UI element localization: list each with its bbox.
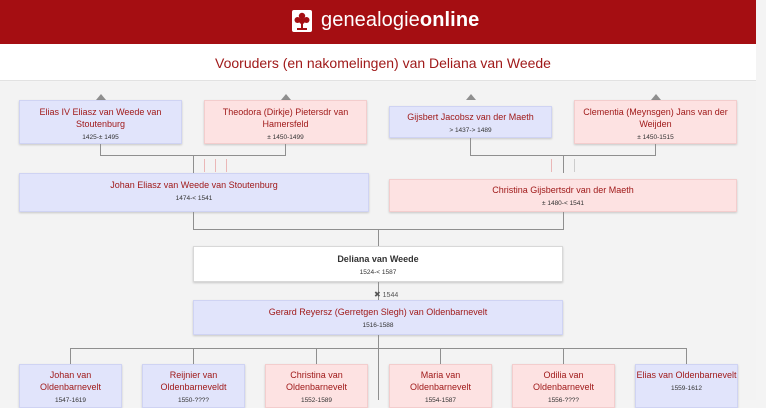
family-tree-logo-icon xyxy=(292,10,312,32)
site-logo[interactable] xyxy=(292,9,479,32)
child-card[interactable]: Christina van Oldenbarnevelt 1552-1589 xyxy=(265,364,368,408)
marriage-year: 1544 xyxy=(382,292,399,299)
parent-card[interactable]: Christina Gijsbertsdr van der Maeth ± 1480-< 1541 xyxy=(389,179,737,212)
child-card[interactable]: Maria van Oldenbarnevelt 1554-1587 xyxy=(389,364,492,408)
marriage-icon: ✖ xyxy=(374,290,381,299)
subject-person-card[interactable]: Deliana van Weede 1524-< 1587 xyxy=(193,246,563,282)
brand-name: genealogieonline xyxy=(321,9,480,31)
child-card[interactable]: Reijnier van Oldenbarneveldt 1550-???? xyxy=(142,364,245,408)
spouse-card[interactable]: Gerard Reyersz (Gerretgen Slegh) van Oldenbarnevelt 1516-1588 xyxy=(193,300,563,335)
child-card[interactable]: Elias van Oldenbarnevelt 1559-1612 xyxy=(635,364,738,408)
child-card[interactable]: Johan van Oldenbarnevelt 1547-1619 xyxy=(19,364,122,408)
grandparent-card[interactable]: Theodora (Dirkje) Pietersdr van Hamersfeld ± 1450-1499 xyxy=(204,100,367,144)
title-bar xyxy=(0,44,756,81)
top-bar xyxy=(0,0,756,44)
grandparent-card[interactable]: Elias IV Eliasz van Weede van Stoutenburg 1425-± 1495 xyxy=(19,100,182,144)
grandparent-card[interactable]: Clementia (Meynsgen) Jans van der Weijden ± 1450-1515 xyxy=(574,100,737,144)
grandparent-card[interactable]: Gijsbert Jacobsz van der Maeth > 1437-> 1489 xyxy=(389,106,552,138)
parent-card[interactable]: Johan Eliasz van Weede van Stoutenburg 1474-< 1541 xyxy=(19,173,369,212)
page-title: Vooruders (en nakomelingen) van Deliana van Weede xyxy=(215,55,551,71)
child-card[interactable]: Odilia van Oldenbarnevelt 1556-???? xyxy=(512,364,615,408)
marriage-label xyxy=(374,290,398,299)
expand-ancestors-icon[interactable] xyxy=(466,94,476,100)
pedigree-chart xyxy=(0,82,756,404)
